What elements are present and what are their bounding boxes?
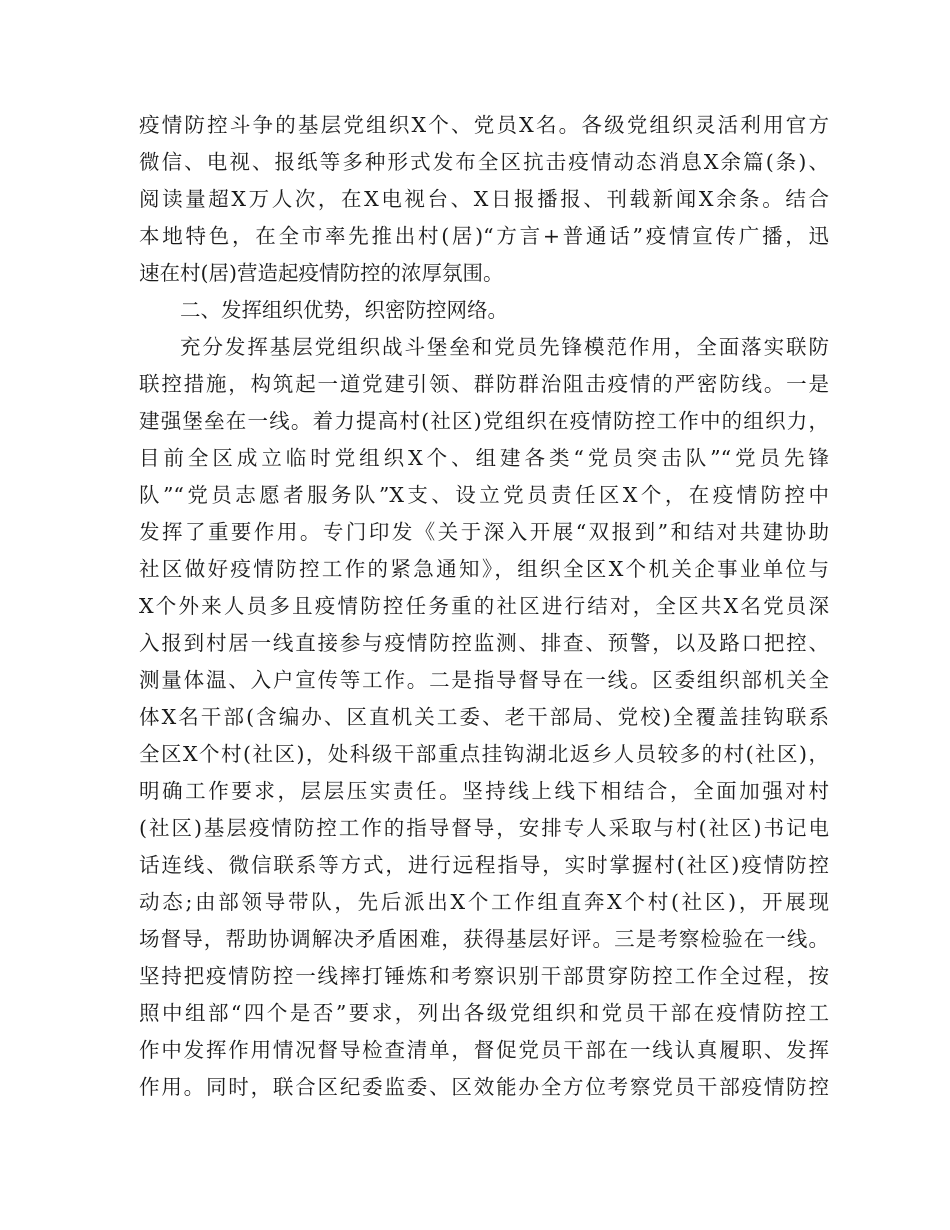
text-line: 联控措施，构筑起一道党建引领、群防群治阻击疫情的严密防线。一是 bbox=[139, 372, 829, 396]
text-line: 场督导，帮助协调解决矛盾困难，获得基层好评。三是考察检验在一线。 bbox=[139, 927, 829, 951]
text-line: 疫情防控斗争的基层党组织X个、党员X名。各级党组织灵活利用官方 bbox=[139, 113, 829, 137]
text-line: 本地特色，在全市率先推出村(居)“方言+普通话”疫情宣传广播，迅 bbox=[139, 224, 829, 248]
text-line: (社区)基层疫情防控工作的指导督导，安排专人采取与村(社区)书记电 bbox=[139, 816, 829, 840]
text-line: 话连线、微信联系等方式，进行远程指导，实时掌握村(社区)疫情防控 bbox=[139, 853, 829, 877]
text-line: 体X名干部(含编办、区直机关工委、老干部局、党校)全覆盖挂钩联系 bbox=[139, 705, 829, 729]
text-line: 队”“党员志愿者服务队”X支、设立党员责任区X个，在疫情防控中 bbox=[139, 483, 829, 507]
text-line: 测量体温、入户宣传等工作。二是指导督导在一线。区委组织部机关全 bbox=[139, 668, 829, 692]
text-line: 入报到村居一线直接参与疫情防控监测、排查、预警，以及路口把控、 bbox=[139, 631, 829, 655]
text-line: 全区X个村(社区)，处科级干部重点挂钩湖北返乡人员较多的村(社区)， bbox=[139, 742, 829, 766]
text-line: 作中发挥作用情况督导检查清单，督促党员干部在一线认真履职、发挥 bbox=[139, 1038, 829, 1062]
text-line: 速在村(居)营造起疫情防控的浓厚氛围。 bbox=[139, 261, 504, 285]
text-line: 阅读量超X万人次，在X电视台、X日报播报、刊载新闻X余条。结合 bbox=[139, 187, 829, 211]
text-line: 目前全区成立临时党组织X个、组建各类“党员突击队”“党员先锋 bbox=[139, 446, 829, 470]
text-line: 照中组部“四个是否”要求，列出各级党组织和党员干部在疫情防控工 bbox=[139, 1001, 829, 1025]
text-line: 坚持把疫情防控一线摔打锤炼和考察识别干部贯穿防控工作全过程，按 bbox=[139, 964, 829, 988]
text-line: 动态;由部领导带队，先后派出X个工作组直奔X个村(社区)，开展现 bbox=[139, 890, 829, 914]
text-line: 社区做好疫情防控工作的紧急通知》，组织全区X个机关企事业单位与 bbox=[139, 557, 829, 581]
text-line: 发挥了重要作用。专门印发《关于深入开展“双报到”和结对共建协助 bbox=[139, 520, 829, 544]
text-line: 建强堡垒在一线。着力提高村(社区)党组织在疫情防控工作中的组织力， bbox=[139, 409, 829, 433]
text-line: X个外来人员多且疫情防控任务重的社区进行结对，全区共X名党员深 bbox=[139, 594, 829, 618]
text-line: 明确工作要求，层层压实责任。坚持线上线下相结合，全面加强对村 bbox=[139, 779, 829, 803]
text-line: 二、发挥组织优势，织密防控网络。 bbox=[180, 298, 508, 322]
document-body bbox=[139, 107, 829, 1106]
text-line: 充分发挥基层党组织战斗堡垒和党员先锋模范作用，全面落实联防 bbox=[180, 335, 829, 359]
text-line: 微信、电视、报纸等多种形式发布全区抗击疫情动态消息X余篇(条)、 bbox=[139, 150, 829, 174]
text-line: 作用。同时，联合区纪委监委、区效能办全方位考察党员干部疫情防控 bbox=[139, 1075, 829, 1099]
